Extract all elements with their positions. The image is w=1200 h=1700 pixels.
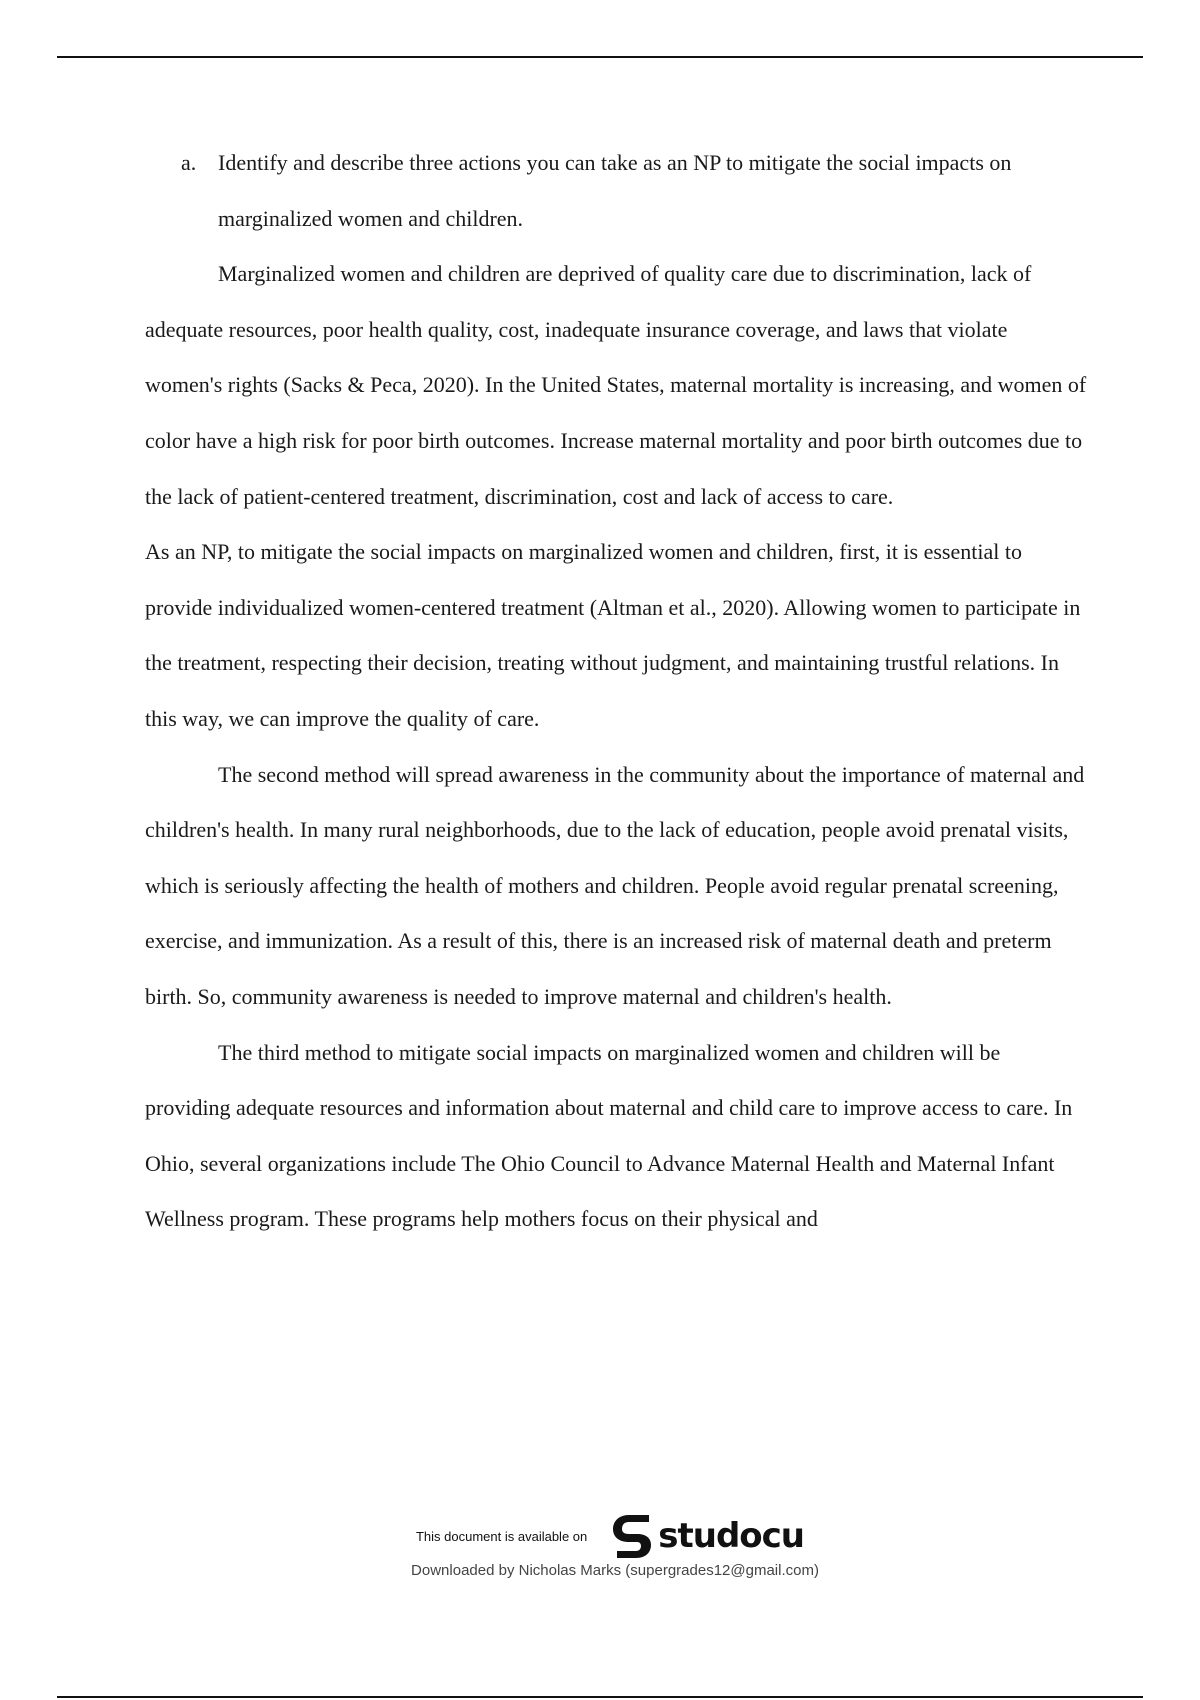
question-text: Identify and describe three actions you can take as an NP to mitigate the social impacts on marginalized women and children. — [218, 150, 1012, 231]
paragraph-4: The third method to mitigate social impacts on marginalized women and children will be providing adequate resources and information about maternal and child care to improve access to care. In Ohio, several organizations include The Ohio Council to Advance Maternal Health and Maternal Infant Wellness program. These programs help mothers focus on their physical and — [145, 1039, 1073, 1232]
top-divider — [57, 56, 1143, 58]
studocu-wordmark: studocu — [658, 1516, 805, 1556]
paragraph-3: The second method will spread awareness in the community about the importance of maternal and children's health. In many rural neighborhoods, due to the lack of education, people avoid prenatal visits, which is seriously affecting the health of mothers and children. People avoid regular prenatal screening, exercise, and immunization. As a result of this, there is an increased risk of maternal death and preterm birth. So, community awareness is needed to improve maternal and children's health. — [145, 761, 1085, 1009]
studocu-brand[interactable] — [609, 1512, 804, 1560]
availability-banner[interactable] — [20, 1512, 1200, 1560]
available-text: This document is available on — [415, 1528, 588, 1544]
question-marker: a. — [181, 150, 197, 175]
bottom-divider — [57, 1696, 1143, 1698]
studocu-logo-icon — [609, 1512, 655, 1560]
page-footer — [0, 1512, 1200, 1579]
paragraph-2: As an NP, to mitigate the social impacts on marginalized women and children, first, it is essential to provide individualized women-centered treatment (Altman et al., 2020). Allowing women to participate in the treatment, respecting their decision, treating without judgment, and maintaining trustful relations. In this way, we can improve the quality of care. — [145, 539, 1081, 731]
question-item — [145, 135, 1090, 246]
downloaded-by-text: Downloaded by Nicholas Marks (supergrades12@gmail.com) — [411, 1562, 819, 1579]
paragraph-1: Marginalized women and children are deprived of quality care due to discrimination, lack of adequate resources, poor health quality, cost, inadequate insurance coverage, and laws that violate women's rights (Sacks & Peca, 2020). In the United States, maternal mortality is increasing, and women of color have a high risk for poor birth outcomes. Increase maternal mortality and poor birth outcomes due to the lack of patient-centered treatment, discrimination, cost and lack of access to care. — [145, 261, 1087, 509]
document-body — [145, 135, 1090, 1247]
